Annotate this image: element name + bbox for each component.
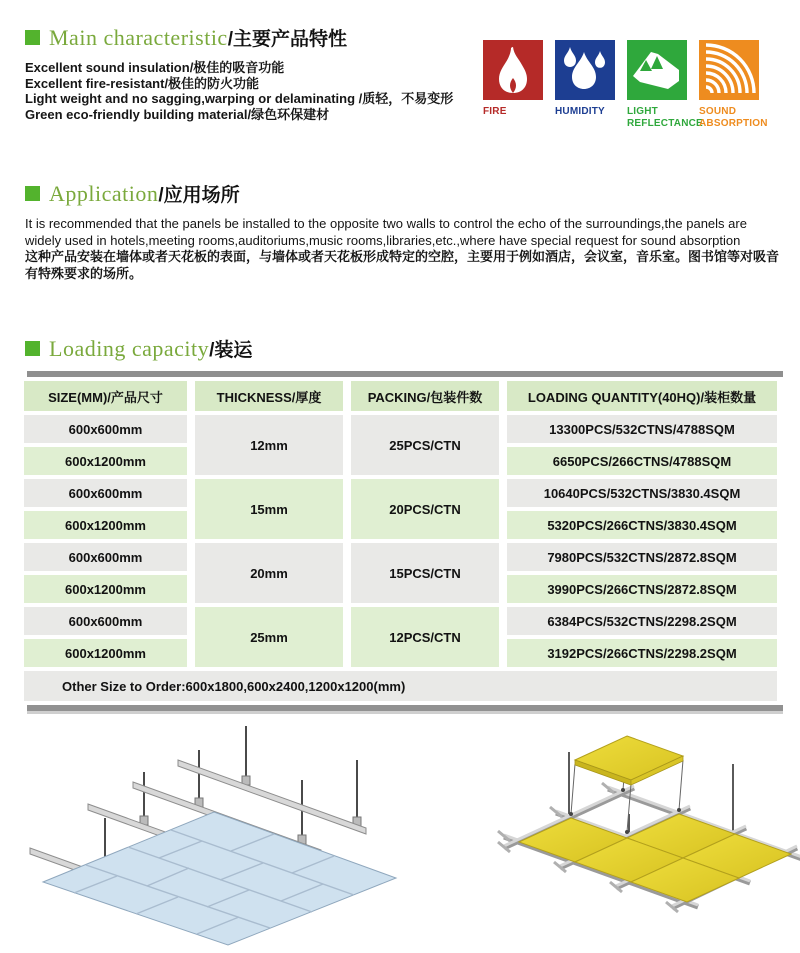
loading-capacity-table [24, 381, 777, 701]
humidity-icon [555, 40, 615, 100]
size-cell: 600x1200mm [24, 447, 187, 475]
feature-icons [483, 40, 768, 130]
feature-line: Green eco-friendly building material/绿色环保建材 [25, 106, 330, 122]
main-characteristic-title-zh: /主要产品特性 [227, 29, 347, 50]
light-reflectance-feature [627, 40, 703, 130]
column-header-size: SIZE(MM)/产品尺寸 [24, 381, 187, 411]
t-grid-ceiling-diagram [426, 714, 800, 952]
application-header [25, 180, 240, 207]
size-cell: 600x600mm [24, 543, 187, 571]
column-header-packing: PACKING/包装件数 [351, 381, 499, 411]
loading-capacity-header [25, 335, 252, 362]
application-text-zh: 这种产品安装在墙体或者天花板的表面，与墙体或者天花板形成特定的空腔，主要用于例如酒店，会议室，音乐室。图书馆等对吸音有特殊要求的场所。 [25, 249, 780, 281]
light-reflectance-icon [627, 40, 687, 100]
light-reflectance-label: LIGHT REFLECTANCE [627, 106, 703, 129]
packing-cell: 20PCS/CTN [351, 479, 499, 539]
fire-feature [483, 40, 543, 130]
thickness-cell: 15mm [195, 479, 343, 539]
feature-line: Excellent fire-resistant/极佳的防火功能 [25, 75, 260, 91]
thickness-cell: 12mm [195, 415, 343, 475]
sound-absorption-label: SOUND ABSORPTION [699, 106, 768, 129]
loading-cell: 10640PCS/532CTNS/3830.4SQM [507, 479, 777, 507]
packing-cell: 25PCS/CTN [351, 415, 499, 475]
size-cell: 600x1200mm [24, 575, 187, 603]
suspended-ceiling-diagram [28, 720, 418, 950]
thickness-cell: 20mm [195, 543, 343, 603]
thickness-cell: 25mm [195, 607, 343, 667]
loading-cell: 6650PCS/266CTNS/4788SQM [507, 447, 777, 475]
packing-cell: 12PCS/CTN [351, 607, 499, 667]
fire-label: FIRE [483, 106, 507, 117]
green-square-bullet-icon [25, 30, 40, 45]
application-title-zh: /应用场所 [158, 185, 240, 206]
fire-icon [483, 40, 543, 100]
loading-cell: 6384PCS/532CTNS/2298.2SQM [507, 607, 777, 635]
size-cell: 600x1200mm [24, 639, 187, 667]
application-text-en: It is recommended that the panels be installed to the opposite two walls to control the echo of the surroundings,the panels are widely used in hotels,meeting rooms,auditoriums,music rooms,libraries,etc.,where have special request for sound absorption [25, 216, 747, 248]
green-square-bullet-icon [25, 341, 40, 356]
humidity-feature [555, 40, 615, 130]
sound-absorption-icon [699, 40, 759, 100]
loading-cell: 3192PCS/266CTNS/2298.2SQM [507, 639, 777, 667]
main-characteristic-header [25, 24, 347, 51]
application-title-en: Application [49, 180, 159, 206]
feature-line: Light weight and no sagging,warping or delaminating /质轻，不易变形 [25, 91, 454, 106]
loading-cell: 7980PCS/532CTNS/2872.8SQM [507, 543, 777, 571]
loading-capacity-title-en: Loading capacity [49, 335, 210, 361]
green-square-bullet-icon [25, 186, 40, 201]
size-cell: 600x600mm [24, 479, 187, 507]
column-header-loading: LOADING QUANTITY(40HQ)/装柜数量 [507, 381, 777, 411]
feature-line: Excellent sound insulation/极佳的吸音功能 [25, 60, 285, 75]
main-characteristic-title-en: Main characteristic [49, 24, 228, 50]
size-cell: 600x600mm [24, 607, 187, 635]
divider-rule-top [27, 371, 783, 377]
column-header-thickness: THICKNESS/厚度 [195, 381, 343, 411]
loading-capacity-title-zh: /装运 [209, 340, 253, 361]
application-body [25, 216, 781, 282]
size-cell: 600x1200mm [24, 511, 187, 539]
size-cell: 600x600mm [24, 415, 187, 443]
humidity-label: HUMIDITY [555, 106, 605, 117]
sound-absorption-feature [699, 40, 768, 130]
loading-cell: 13300PCS/532CTNS/4788SQM [507, 415, 777, 443]
divider-rule-bottom [27, 705, 783, 711]
loading-cell: 3990PCS/266CTNS/2872.8SQM [507, 575, 777, 603]
feature-list [25, 60, 453, 122]
loading-cell: 5320PCS/266CTNS/3830.4SQM [507, 511, 777, 539]
packing-cell: 15PCS/CTN [351, 543, 499, 603]
other-sizes-row: Other Size to Order:600x1800,600x2400,1200x1200(mm) [24, 671, 777, 701]
